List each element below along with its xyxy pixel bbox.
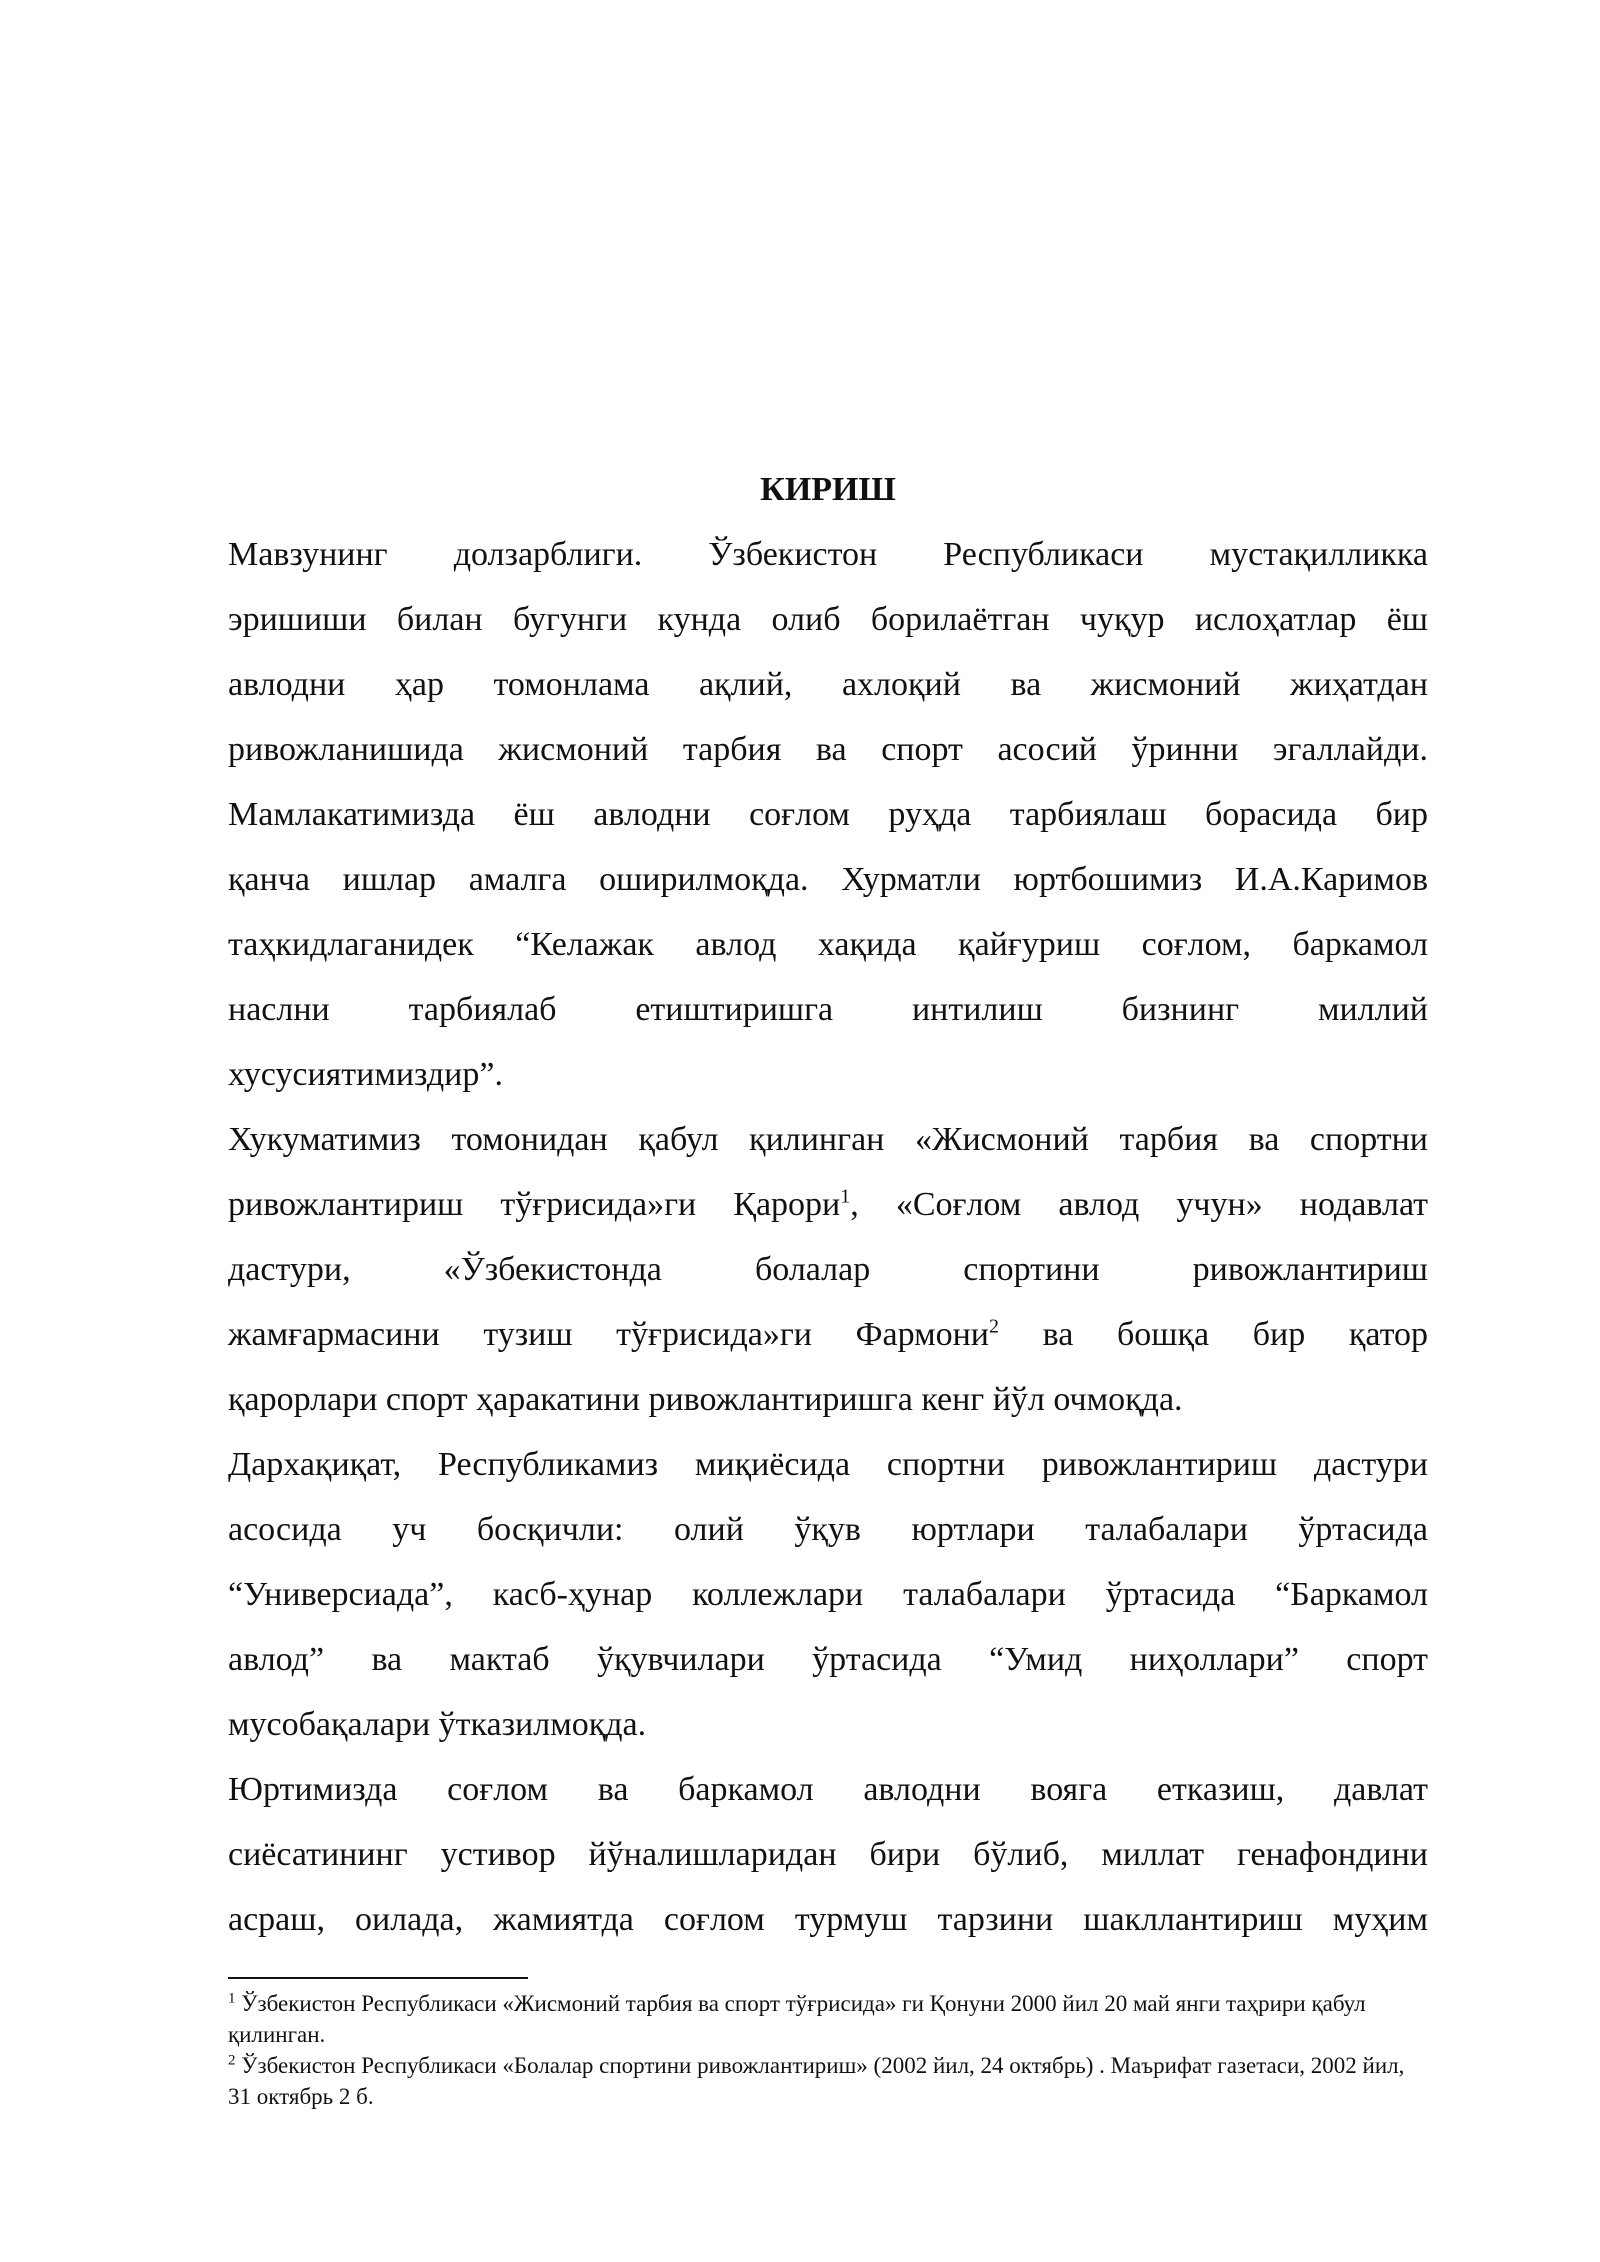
text-line: асраш, оилада, жамиятда соғлом турмуш тарзини шакллантириш муҳим <box>228 1901 1428 1938</box>
text-line-with-footnote <box>228 1302 1428 1367</box>
footnote-separator <box>228 1977 528 1979</box>
footnote-text: Ўзбекистон Республикаси «Жисмоний тарбия ва спорт тўғрисида» ги Қонуни 2000 йил 20 май янги таҳрири қабул қилинган. <box>228 1991 1366 2047</box>
text-line: “Универсиада”, касб-ҳунар коллежлари талабалари ўртасида “Баркамол <box>228 1576 1428 1613</box>
text-line: эришиши билан бугунги кунда олиб борилаётган чуқур ислоҳатлар ёш <box>228 601 1428 638</box>
footnotes <box>228 1988 1428 2112</box>
paragraph-relevance <box>228 522 1428 1107</box>
footnote-1 <box>228 1988 1428 2050</box>
text-segment: жамғармасини тузиш тўғрисида»ги Фармони <box>228 1316 989 1353</box>
footnote-mark: 2 <box>228 2052 236 2069</box>
text-line: Хукуматимиз томонидан қабул қилинган «Жисмоний тарбия ва спортни <box>228 1121 1428 1158</box>
text-line: Юртимизда соғлом ва баркамол авлодни вояга етказиш, давлат <box>228 1771 1428 1808</box>
text-line: дастури, «Ўзбекистонда болалар спортини ривожлантириш <box>228 1251 1428 1288</box>
paragraph-competitions <box>228 1432 1428 1757</box>
text-line-with-footnote <box>228 1172 1428 1237</box>
paragraph-policy <box>228 1757 1428 1952</box>
footnote-ref-1: 1 <box>840 1185 851 1208</box>
text-line: қанча ишлар амалга оширилмоқда. Хурматли юртбошимиз И.А.Каримов <box>228 861 1428 898</box>
text-line: мусобақалари ўтказилмоқда. <box>228 1706 647 1743</box>
text-line: Мамлакатимизда ёш авлодни соғлом руҳда тарбиялаш борасида бир <box>228 796 1428 833</box>
text-segment: , «Соғлом авлод учун» нодавлат <box>850 1186 1429 1223</box>
footnote-2 <box>228 2050 1428 2112</box>
footnote-ref-2: 2 <box>989 1315 999 1338</box>
text-segment: ривожлантириш тўғрисида»ги Қарори <box>228 1186 841 1223</box>
text-line: Дархақиқат, Республикамиз миқиёсида спортни ривожлантириш дастури <box>228 1446 1428 1483</box>
text-line: авлод” ва мактаб ўқувчилари ўртасида “Умид ниҳоллари” спорт <box>228 1641 1428 1678</box>
page-title: КИРИШ <box>760 471 896 508</box>
text-segment: ва бошқа бир қатор <box>999 1316 1429 1353</box>
text-line: таҳкидлаганидек “Келажак авлод хақида қайғуриш соғлом, баркамол <box>228 926 1428 963</box>
text-line: авлодни ҳар томонлама ақлий, ахлоқий ва жисмоний жиҳатдан <box>228 666 1428 703</box>
document-body <box>228 468 1428 1952</box>
footnote-mark: 1 <box>228 1990 236 2007</box>
paragraph-government <box>228 1107 1428 1432</box>
text-line: хусусиятимиздир”. <box>228 1056 503 1093</box>
text-line: асосида уч босқичли: олий ўқув юртлари талабалари ўртасида <box>228 1511 1428 1548</box>
text-line: қарорлари спорт ҳаракатини ривожлантиришга кенг йўл очмоқда. <box>228 1381 1183 1418</box>
footnote-text: Ўзбекистон Республикаси «Болалар спортини ривожлантириш» (2002 йил, 24 октябрь) . Маърифат газетаси, 2002 йил, 31 октябрь 2 б. <box>228 2053 1405 2109</box>
text-line: ривожланишида жисмоний тарбия ва спорт асосий ўринни эгаллайди. <box>228 731 1428 768</box>
text-line: Мавзунинг долзарблиги. Ўзбекистон Республикаси мустақилликка <box>228 536 1428 573</box>
text-line: наслни тарбиялаб етиштиришга интилиш бизнинг миллий <box>228 991 1428 1028</box>
text-line: сиёсатининг устивор йўналишларидан бири бўлиб, миллат генафондини <box>228 1836 1428 1873</box>
